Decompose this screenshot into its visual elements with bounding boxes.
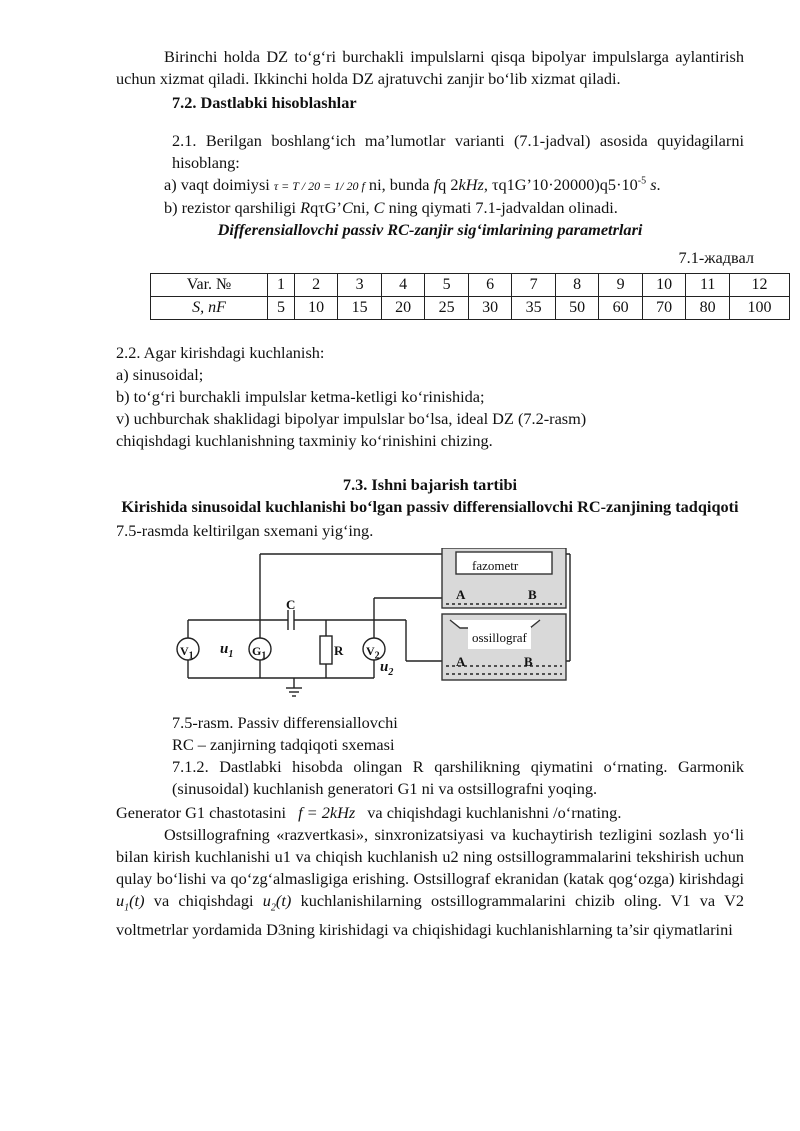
calc-a-unit: s [650,175,657,194]
gen-prefix: Generator G1 chastotasini [116,803,286,822]
voltmeter-v1-label [180,640,194,667]
circuit-figure [116,548,744,708]
table-cell: 10 [294,297,338,320]
table-cell: 12 [729,274,789,297]
resistor-label: R [334,643,344,658]
step-7-1-2-text: 7.1.2. Dastlabki hisobda olingan R qarshilikning qiymatini o‘rnating. Garmonik (sinusoidal) kuchlanish generatori G1 ni va ostsillografni yoqing. [172,757,744,798]
calc-a-suffix: ni, bunda [368,175,430,194]
table-cell: 2 [294,274,338,297]
capacitor-label: C [286,597,296,612]
u1t-sub: 1 [124,902,130,914]
u2-subscript: 2 [388,667,394,678]
table-cell: 10 [642,274,686,297]
calc-a-prefix: a) vaqt doimiysi [164,175,270,194]
table-cell: 35 [512,297,556,320]
voltmeter-v2-label [366,640,380,667]
v1-subscript: 1 [188,650,194,662]
oscilloscope-paragraph [116,824,744,941]
calc-a-dot: . [656,175,661,194]
ossillograf-a-label: A [456,654,466,669]
v2-subscript: 2 [374,650,380,662]
resistor-symbol [320,636,332,664]
table-cell: 9 [599,274,643,297]
u2-letter: u [380,659,389,675]
table-cell: 5 [425,274,469,297]
step-7-1-2 [116,756,744,800]
table-label: 7.1-жадвал [678,248,754,267]
table-cell: 60 [599,297,643,320]
calc-item-2-1: 2.1. Berilgan boshlang‘ich ma’lumotlar varianti (7.1-jadval) asosida quyidagilarni hisoblang: [172,131,744,172]
parameters-table [150,273,790,320]
calc-item-b [116,197,744,219]
calc-b-r: R [300,198,311,217]
ossillograf-label: ossillograf [468,627,531,649]
figure-caption-2: RC – zanjirning tadqiqoti sxemasi [172,735,395,754]
osc-text-1: Ostsillografning «razvertkasi», sinxronizatsiyasi va kuchaytirish tezligini sozlash yo‘li bilan kirish kuchlanishi u1 va chiqish kuchlanish u2 ning ostsillogrammalarini tekshirish uchun qulay bo‘lishi va qo‘zg‘almasligiga erishing. Ostsillograf ekranidan (katak qog‘ozga) kirishdagi [116,825,744,888]
table-cell: 5 [268,297,295,320]
table-cell: 100 [729,297,789,320]
table-cell: 70 [642,297,686,320]
v1-letter: V [180,644,189,658]
calc-item-a [116,174,744,197]
section-7-3-lead: 7.5-rasmda keltirilgan sxemani yig‘ing. [116,521,374,540]
tau-formula: τ = T / 20 = 1/ 20 f [273,179,365,193]
ossillograf-b-label: B [524,654,533,669]
calc-b-end: ning qiymati 7.1-jadvaldan olinadi. [388,198,618,217]
table-header-label: Var. № [151,274,268,297]
section-7-3-title: 7.3. Ishni bajarish tartibi [342,475,518,494]
table-cell: 11 [686,274,730,297]
fazometr-a-label: A [456,587,466,602]
generator-line [116,802,744,824]
g1-subscript: 1 [261,650,267,662]
u1t-letter: u [116,891,125,910]
osc-and: va chiqishdagi [153,891,254,910]
section-2-2-v2: chiqishdagi kuchlanishning taxminiy ko‘rinishini chizing. [116,431,493,450]
u2-label [380,656,393,684]
table-cell: 30 [468,297,512,320]
calc-b-prefix: b) rezistor qarshiligi [164,198,297,217]
section-2-2-v: v) uchburchak shaklidagi bipolyar impulslar bo‘lsa, ideal DZ (7.2-rasm) [116,409,587,428]
table-cell: 25 [425,297,469,320]
table-title: Differensiallovchi passiv RC-zanjir sig‘imlarining parametrlari [217,220,643,239]
table-cell: 3 [338,274,382,297]
v2-letter: V [366,644,375,658]
calc-a-f: f [433,175,439,194]
section-2-2-a: a) sinusoidal; [116,365,204,384]
calc-a-rest: , τq1G’10·20000)q5·10 [483,175,638,194]
calc-b-c: C [341,198,353,217]
u1-subscript: 1 [228,649,234,660]
u2t-t: (t) [275,891,292,910]
table-row-capacitance [151,297,790,320]
g1-letter: G [252,644,262,658]
circuit-diagram [116,548,744,708]
u2t-letter: u [262,891,271,910]
calc-b-rest: ni, [352,198,370,217]
fazometr-label: fazometr [472,558,519,573]
table-cell: 4 [381,274,425,297]
table-cell: 8 [555,274,599,297]
u1t-t: (t) [129,891,145,910]
table-cell: 15 [338,297,382,320]
calc-a-exponent: -5 [637,175,647,187]
u2t-sub: 2 [270,902,276,914]
intro-paragraph: Birinchi holda DZ to‘g‘ri burchakli impulslarni qisqa bipolyar impulslarga aylantirish uchun xizmat qiladi. Ikkinchi holda DZ ajratuvchi zanjir bo‘lib xizmat qiladi. [116,47,744,88]
u1-letter: u [220,641,229,657]
table-cell: 80 [686,297,730,320]
calc-a-eq: q 2 [438,175,459,194]
table-cell: 50 [555,297,599,320]
figure-caption-1: 7.5-rasm. Passiv differensiallovchi [172,713,398,732]
calc-b-mid: qτG’ [310,198,342,217]
table-cell: 7 [512,274,556,297]
generator-g1-label [252,640,266,667]
osc-text-2: kuchlanishilarning ostsillogrammalarini chizib oling. V1 va V2 voltmetrlar yordamida D3ning kirishidagi va chiqishidagi kuchlanishlarning ta’sir qiymatlarini [116,891,745,940]
table-row-label: S, nF [151,297,268,320]
table-cell: 1 [268,274,295,297]
calc-b-c2: C [373,198,385,217]
table-cell: 20 [381,297,425,320]
calc-a-khz: kHz [458,175,484,194]
gen-formula: f = 2kHz [298,803,356,822]
page-content [116,46,772,941]
section-2-2-b: b) to‘g‘ri burchakli impulslar ketma-ketligi ko‘rinishida; [116,387,485,406]
fazometr-b-label: B [528,587,537,602]
table-row-variant [151,274,790,297]
u1-label [220,638,233,666]
gen-suffix: va chiqishdagi kuchlanishni /o‘rnating. [367,803,622,822]
section-7-3-subtitle: Kirishida sinusoidal kuchlanishi bo‘lgan passiv differensiallovchi RC-zanjining tadqiqoti [121,497,739,516]
section-2-2-lead: 2.2. Agar kirishdagi kuchlanish: [116,343,325,362]
table-cell: 6 [468,274,512,297]
section-7-2-title: 7.2. Dastlabki hisoblashlar [172,93,357,112]
